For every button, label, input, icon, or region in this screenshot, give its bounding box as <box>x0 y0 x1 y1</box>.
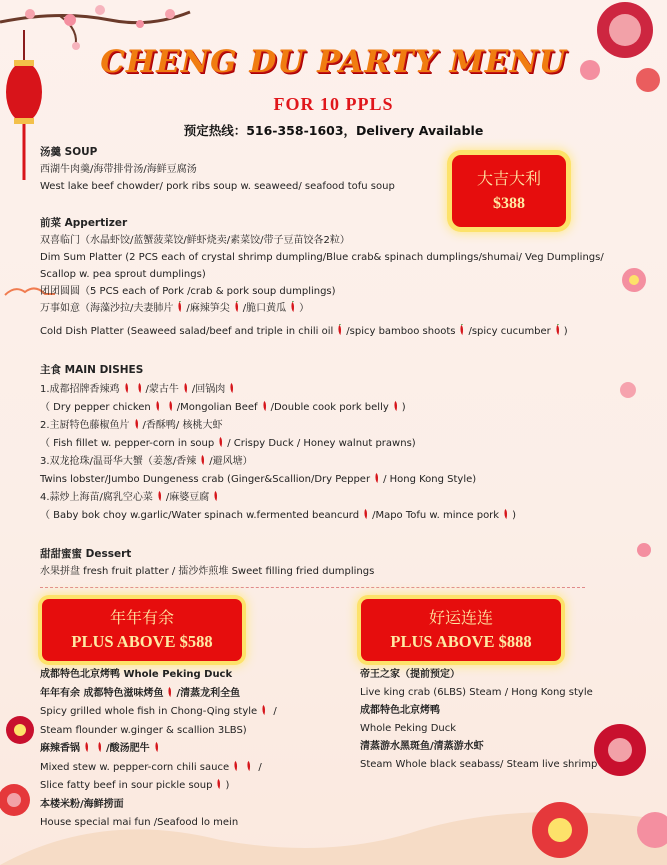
soup-heading: 汤羹 SOUP <box>40 146 98 158</box>
main-heading: 主食 MAIN DISHES <box>40 364 144 376</box>
price-badge-label: 大吉大利 <box>476 169 541 188</box>
dessert-section <box>40 546 374 580</box>
chili-pepper-icon <box>82 741 91 753</box>
main-text: /蒙古牛 <box>145 384 179 395</box>
chili-pepper-icon <box>175 301 184 313</box>
chili-pepper-icon <box>227 382 236 394</box>
menu-subtitle: FOR 10 PPLS <box>273 94 394 114</box>
chili-pepper-icon <box>216 436 225 448</box>
right-item: Live king crab (6LBS) Steam / Hong Kong style <box>360 687 593 698</box>
main-text: ) <box>401 402 406 413</box>
soup-line-cn: 西湖牛肉羹/海带排骨汤/海鲜豆腐汤 <box>40 164 197 175</box>
left-item-text: / <box>270 706 277 717</box>
main-text: 2.主厨特色藤椒鱼片 <box>40 420 130 431</box>
left-item <box>40 759 277 778</box>
left-item: 成都特色北京烤鸭 Whole Peking Duck <box>40 669 233 680</box>
appetizer-text: /spicy cucumber <box>468 326 551 337</box>
appetizer-text: ） <box>299 303 310 314</box>
appetizer-text: Cold Dish Platter (Seaweed salad/beef and triple in chili oil <box>40 326 334 337</box>
appetizer-text: 万事如意（海藻沙拉/夫妻肺片 <box>40 303 174 314</box>
price-box-price: PLUS ABOVE $888 <box>390 632 532 651</box>
chili-pepper-icon <box>153 400 162 412</box>
main-text: /香酥鸭/ 核桃大虾 <box>142 420 223 431</box>
left-item-text: Spicy grilled whole fish in Chong-Qing style <box>40 706 258 717</box>
main-line <box>40 417 516 435</box>
chili-pepper-icon <box>181 382 190 394</box>
left-item-text: ) <box>225 780 230 791</box>
left-item <box>40 777 277 796</box>
chili-pepper-icon <box>231 760 240 772</box>
left-item <box>40 703 277 722</box>
right-items-list <box>360 666 597 774</box>
chili-pepper-icon <box>244 760 253 772</box>
main-text: 1.成都招牌香辣鸡 <box>40 384 120 395</box>
main-text: /Mongolian Beef <box>176 402 258 413</box>
right-item: Whole Peking Duck <box>360 723 457 734</box>
main-dishes-section <box>40 361 516 525</box>
main-line <box>40 435 516 453</box>
main-text: （ Fish fillet w. pepper-corn in soup <box>40 438 215 449</box>
chili-pepper-icon <box>135 382 144 394</box>
menu-title: CHENG DU PARTY MENU <box>100 44 567 80</box>
left-item: Steam flounder w.ginger & scallion 3LBS) <box>40 724 247 736</box>
right-item: 清蒸游水黑斑鱼/清蒸游水虾 <box>360 741 484 752</box>
appetizer-text: ) <box>563 326 568 337</box>
right-item: 成都特色北京烤鸭 <box>360 705 440 716</box>
main-line <box>40 507 516 525</box>
left-item-text: 麻辣香锅 <box>40 743 80 754</box>
chili-pepper-icon <box>95 741 104 753</box>
chili-pepper-icon <box>553 324 562 336</box>
appetizer-line: 双喜临门（水晶虾饺/蓝蟹菠菜饺/鲜虾烧卖/素菜饺/带子豆苗饺各2粒） <box>40 235 350 246</box>
left-item: House special mai fun /Seafood lo mein <box>40 817 239 828</box>
section-divider <box>40 587 585 588</box>
main-text: （ Baby bok choy w.garlic/Water spinach w.fermented beancurd <box>40 510 360 521</box>
appetizer-line <box>40 300 640 317</box>
left-item-text: 年年有余 成都特色滋味烤鱼 <box>40 687 164 699</box>
price-box-888 <box>361 599 561 661</box>
main-text: /Mapo Tofu w. mince pork <box>372 510 500 521</box>
main-text: / Crispy Duck / Honey walnut prawns) <box>227 438 416 449</box>
chili-pepper-icon <box>391 400 400 412</box>
appetizer-line: 团团圆圆（5 PCS each of Pork /crab & pork soup dumplings) <box>40 286 336 297</box>
price-box-588 <box>42 599 242 661</box>
main-text: Twins lobster/Jumbo Dungeness crab (Ginger&Scallion/Dry Pepper <box>40 474 371 485</box>
chili-pepper-icon <box>155 490 164 502</box>
main-line <box>40 453 516 471</box>
chili-pepper-icon <box>198 454 207 466</box>
chili-pepper-icon <box>288 301 297 313</box>
chili-pepper-icon <box>335 324 344 336</box>
dessert-heading: 甜甜蜜蜜 Dessert <box>40 548 132 560</box>
left-item-text: Mixed stew w. pepper-corn chili sauce <box>40 761 230 773</box>
chili-pepper-icon <box>232 301 241 313</box>
chili-pepper-icon <box>166 400 175 412</box>
appetizer-line <box>40 323 640 340</box>
dessert-line: 水果拼盘 fresh fruit platter / 擂沙炸煎堆 Sweet filling fried dumplings <box>40 566 375 577</box>
soup-section <box>40 144 395 195</box>
main-text: ) <box>512 510 516 521</box>
appetizer-text: /spicy bamboo shoots <box>346 326 456 337</box>
main-line <box>40 471 516 489</box>
appetizer-text: /麻辣笋尖 <box>186 303 230 314</box>
chili-pepper-icon <box>122 382 131 394</box>
right-item: Steam Whole black seabass/ Steam live shrimp <box>360 759 598 770</box>
chili-pepper-icon <box>152 741 161 753</box>
main-text: / Hong Kong Style) <box>383 474 477 485</box>
hotline-text: 预定热线：516-358-1603，Delivery Available <box>183 123 484 138</box>
left-item-text: /清蒸龙利全鱼 <box>176 687 241 699</box>
chili-pepper-icon <box>214 778 223 790</box>
left-item <box>40 740 277 759</box>
chili-pepper-icon <box>259 704 268 716</box>
chili-pepper-icon <box>132 418 141 430</box>
main-text: 4.蒜炒上海苗/腐乳空心菜 <box>40 492 153 503</box>
chili-pepper-icon <box>501 508 510 520</box>
left-item: 本楼米粉/海鲜捞面 <box>40 798 124 810</box>
price-box-price: PLUS ABOVE $588 <box>71 632 213 651</box>
price-badge-price: $388 <box>493 195 525 212</box>
main-line <box>40 381 516 399</box>
price-box-label: 好运连连 <box>428 608 493 627</box>
left-item-text: / <box>255 761 262 773</box>
right-item: 帝王之家（提前预定） <box>360 669 460 680</box>
main-line <box>40 489 516 507</box>
left-item <box>40 685 277 704</box>
main-text: （ Dry pepper chicken <box>40 402 151 413</box>
left-item-text: Slice fatty beef in sour pickle soup <box>40 780 213 791</box>
chili-pepper-icon <box>260 400 269 412</box>
appetizer-line: Dim Sum Platter (2 PCS each of crystal shrimp dumpling/Blue crab& spinach dumplings/shumai/ Veg Dumplings/ Scallop w. pea sprout dumplings) <box>40 252 604 280</box>
chili-pepper-icon <box>165 686 174 698</box>
appetizer-text: /脆口黄瓜 <box>242 303 287 314</box>
left-items-list <box>40 666 277 833</box>
chili-pepper-icon <box>372 472 381 484</box>
main-line <box>40 399 516 417</box>
main-text: /避风塘） <box>209 456 253 467</box>
main-text: /Double cook pork belly <box>270 402 389 413</box>
price-box-label: 年年有余 <box>109 608 174 627</box>
appetizer-heading: 前菜 Appertizer <box>40 217 128 229</box>
left-item-text: /酸汤肥牛 <box>106 743 150 754</box>
appetizer-section <box>40 215 640 340</box>
chili-pepper-icon <box>457 324 466 336</box>
main-text: /回锅肉 <box>191 384 226 395</box>
main-text: 3.双龙抢珠/温哥华大蟹（姜葱/香辣 <box>40 456 197 467</box>
chili-pepper-icon <box>211 490 220 502</box>
chili-pepper-icon <box>361 508 370 520</box>
main-text: /麻婆豆腐 <box>165 492 210 503</box>
soup-line-en: West lake beef chowder/ pork ribs soup w. seaweed/ seafood tofu soup <box>40 181 395 192</box>
